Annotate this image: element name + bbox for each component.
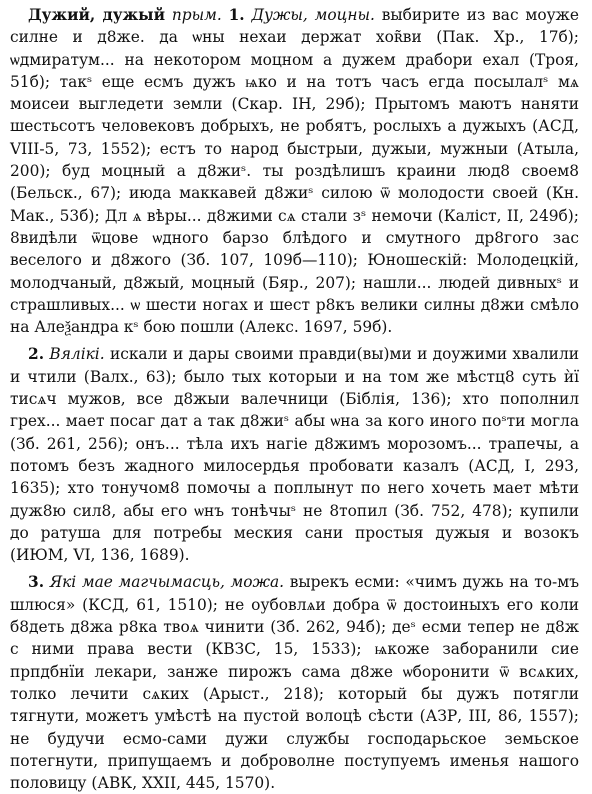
sense-text-2: искали и дары своими правди(вы)ми и доужими хвалили и чтили (Валх., 63); было тых которыи и на том же мѣстц8 суть ѝї тисѧч мужов, все д8жыи валечници (Біблія, 136); хто пополнил грех... мает посаг дат а так д8жиˢ абы ѡна за кого иного поˢти могла (Зб. 261, 256); онъ... тѣла ихъ нагіе д8жимъ морозомъ... трапечы, а потомъ безъ жадного милосердья пробовати казалъ (АСД, I, 293, 1635); хто тонучом8 помочы а поплынут по него хочеть мает мѣти дуж8ю сил8, абы его ѡнъ тонѣчыˢ не 8топил (Зб. 752, 478); купили до ратуша для потребы меския сани простыя дужыя и возокъ (ИЮМ, VI, 136, 1689). (10, 345, 579, 565)
region-label: прым. (171, 6, 222, 24)
headword: Дужий, дужый (28, 6, 166, 24)
dictionary-entry-sense-2 (10, 343, 579, 566)
sense-number-2: 2. (28, 345, 45, 364)
sense-number-1: 1. (228, 6, 245, 24)
sense-gloss-1: Дужы, моцны. (251, 6, 375, 24)
sense-text-3: вырекъ есми: «чимъ дужь на то-мъ шлюся» (КСД, 61, 1510); не оубовлѧи добра ѿ достоиныхъ его коли б8деть д8жа р8ка твоѧ чинити (Зб. 262, 94б); деˢ есми тепер не д8ж с ними права вести (КВЗС, 15, 1533); ѩкоже заборанили сие прпдбнїи лекари, занже пирожъ сама д8же ѡборонити ѿ всѧких, толко лечити сѧких (Арыст., 218); который бы дужъ потягли тягнути, можетъ умѣстѣ на пустой волоцѣ сѣсти (АЗР, III, 86, 1557); не будучи есмо-сами дужи службы господарьское земьское потегнути, припущаемъ и доброволне поступуемъ именья нашого половицу (АВК, XXII, 445, 1570). (10, 573, 579, 793)
sense-text-1: выбирите из вас моуже силне и д8же. да ѡны нехаи держат хоʀ̃ви (Пак. Хр., 17б); ѡдмиратум... на некотором моцном а дужем драбори ехал (Троя, 51б); такˢ еще есмъ дужъ ѩко и на тотъ часъ егда посылалˢ мѧ моисеи выгледети земли (Скар. ІН, 29б); Прытомъ маютъ наняти шестьсотъ человековъ добрыхъ, не робятъ, рослыхъ а дужыхъ (АСД, VIII-5, 73, 1552); естъ то народ быстрыи, дужыи, мужныи (Атыла, 200); буд моцный а д8жиˢ. ты роздѣлишъ краини люд8 своем8 (Бельск., 67); июда маккавей д8жиˢ силою ѿ молодости своей (Кн. Мак., 53б); Дл ѧ вѣры... д8жими сѧ стали зˢ немочи (Каліст, II, 249б); 8видѣли ѿцове ѡдного барзо блѣдого и смутного др8гого зас веселого и д8жого (Зб. 107, 109б—110); Юношескій: Молодецкій, молодчаный, д8жый, моцный (Бяр., 207); нашли... людей дивныхˢ и страшливых... ѡ шести ногах и шест р8къ велики силны д8жи смѣло на Алеѯандра кˢ бою пошли (Алекс. 1697, 59б). (10, 6, 579, 337)
dictionary-entry-sense-3 (10, 571, 579, 794)
sense-gloss-2: Вялікі. (49, 345, 105, 364)
sense-number-3: 3. (28, 573, 45, 592)
dictionary-entry-sense-1 (10, 4, 579, 338)
sense-gloss-3: Які мае магчымасць, можа. (49, 573, 285, 592)
